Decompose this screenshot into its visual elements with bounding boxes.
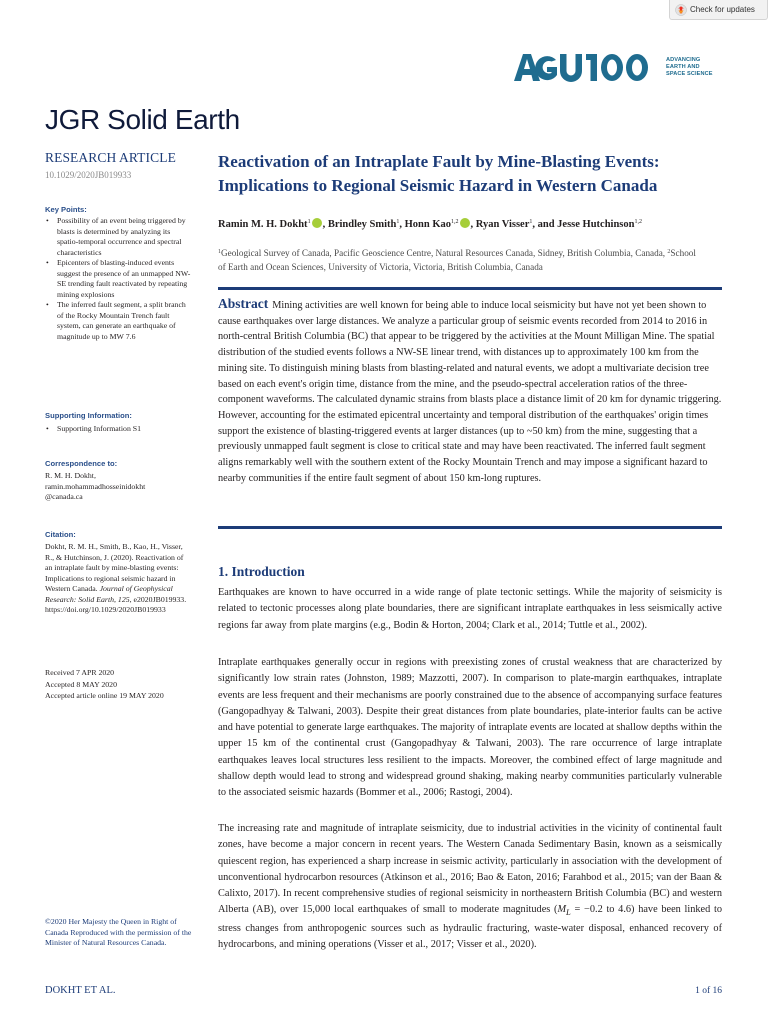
author-separator: , <box>470 219 476 230</box>
check-for-updates-button[interactable] <box>669 0 768 20</box>
agu-tagline-line: ADVANCING <box>666 56 701 63</box>
agu-tagline-line: SPACE SCIENCE <box>666 70 713 77</box>
abstract-heading: Abstract <box>218 296 269 311</box>
orcid-icon[interactable] <box>312 218 322 228</box>
article-dates <box>45 667 193 702</box>
journal-title <box>45 104 240 136</box>
author-separator: , <box>322 219 328 230</box>
online-date: Accepted article online 19 MAY 2020 <box>45 691 164 700</box>
author-name: Honn Kao <box>404 219 452 230</box>
article-type: RESEARCH ARTICLE <box>45 150 176 165</box>
key-points-list <box>45 216 193 342</box>
supporting-info-link[interactable]: • Supporting Information S1 <box>45 424 193 435</box>
citation-separator: , <box>114 594 118 604</box>
supporting-info-list <box>45 424 193 435</box>
paragraph: Earthquakes are known to have occurred in a wide range of plate tectonic settings. While the majority of seismicity is related to tectonic processes along plate boundaries, there are significant intraplate earthquakes in less seismically active regions far away from plate margins (e.g., Bodin & Horton, 2004; Clark et al., 2014; Tuttle et al., 2002). <box>218 587 722 631</box>
affiliation-2: School of Earth and Ocean Sciences, University of Victoria, Victoria, British Columbia, Canada <box>218 248 696 272</box>
key-point: • The inferred fault segment, a split branch of the Rocky Mountain Trench fault system, can generate an earthquake of magnitude up to MW 7.6 <box>45 300 193 342</box>
citation-volume: 125 <box>117 594 130 604</box>
affiliation-1: Geological Survey of Canada, Pacific Geoscience Centre, Natural Resources Canada, Sidney, British Columbia, Canada, <box>221 248 668 258</box>
accepted-date: Accepted 8 MAY 2020 <box>45 679 117 689</box>
article-title: Reactivation of an Intraplate Fault by Mine-Blasting Events: Implications to Regional Seismic Hazard in Western Canada <box>218 152 660 195</box>
abstract-text: Mining activities are well known for being able to induce local seismicity but have not yet been shown to cause earthquakes over large distances. We analyze a particular group of seismic events recorded from 2014 to 2016 in north-central British Columbia (BC) that appear to be triggered by the activities at the Mount Milligan Mine. The spatial distribution of the studied events follows a NW-SE linear trend, with distances up to approximately 100 km from the mining site. To distinguish mining blasts from blasting-related and natural events, we adopt a multivariate decision tree based on each event's origin time, distance from the mine, and the pseudo-spectral acceleration ratios of the three-component waveforms. The calculated dynamic strains from blasts place a distance limit of 20 km for dynamic triggering. However, accounting for the estimated epicentral uncertainty and temporal distribution of the earthquakes' origin times support the existence of blasting-triggered events at larger distances (up to ~50 km) from the mine, suggesting that a previously unmapped fault segment is close to critical state and may have been reactivated. The inferred fault segment aligns remarkably well with the southern extent of the Rocky Mountain Trench and may impose a significant hazard to nearby communities if the entire fault segment of about 150 km-long ruptures. <box>218 300 722 484</box>
correspondence-heading: Correspondence to: <box>45 459 118 468</box>
correspondence-block <box>45 471 193 503</box>
copyright-notice: ©2020 Her Majesty the Queen in Right of Canada Reproduced with the permission of the Minister of Natural Resources Canada. <box>45 917 192 947</box>
correspondence-name: R. M. H. Dokht, <box>45 471 96 480</box>
math-symbol: M <box>557 904 567 916</box>
author-name: Ryan Visser <box>475 219 530 230</box>
journal-name: JGR Solid Earth <box>45 104 240 135</box>
abstract <box>218 296 722 486</box>
orcid-icon[interactable] <box>460 218 470 228</box>
correspondence-email[interactable]: ramin.mohammadhosseinidokht <box>45 481 146 491</box>
author-affiliation: 1 <box>529 219 533 225</box>
author-affiliation: 1 <box>396 219 400 225</box>
affiliation-marker: 2 <box>667 249 671 255</box>
agu-tagline-line: EARTH AND <box>666 63 700 70</box>
running-footer-authors: DOKHT ET AL. <box>45 985 116 996</box>
agu-tagline <box>666 57 713 78</box>
citation-text <box>45 542 189 616</box>
citation-authors-title: Dokht, R. M. H., Smith, B., Kao, H., Visser, R., & Hutchinson, J. (2020). Reactivation of an intraplate fault by mine-blasting events: Implications to regional seismic hazard in Western Canada. <box>45 542 184 593</box>
agu100-wordmark-icon <box>513 51 663 83</box>
key-points-heading: Key Points: <box>45 205 87 214</box>
key-point: • Possibility of an event being triggered by blasts is determined by analyzing its spatio-temporal occurrence and spectral characteristics <box>45 216 193 258</box>
author-separator: , and <box>532 219 558 230</box>
correspondence-email[interactable]: @canada.ca <box>45 492 83 501</box>
author-separator: , <box>399 219 405 230</box>
citation-journal: Journal of Geophysical Research: Solid Earth <box>45 584 173 604</box>
doi-link[interactable]: 10.1029/2020JB019933 <box>45 170 132 180</box>
affiliations <box>218 246 698 274</box>
author-name: Ramin M. H. Dokht <box>218 219 308 230</box>
abstract-bottom-rule <box>218 526 722 529</box>
citation-heading: Citation: <box>45 530 76 539</box>
math-subscript: L <box>566 907 571 918</box>
author-affiliation: 1,2 <box>451 219 459 225</box>
author-affiliation: 1,2 <box>634 219 642 225</box>
agu100-logo <box>513 51 713 83</box>
magnitude-range: = −0.2 to 4.6 <box>570 904 632 916</box>
section-heading: 1. Introduction <box>218 564 305 579</box>
supporting-info-heading: Supporting Information: <box>45 411 132 420</box>
key-point: • Epicenters of blasting-induced events suggest the presence of an unmapped NW-SE trending fault reactivated by repeating mining explosions <box>45 258 193 300</box>
received-date: Received 7 APR 2020 <box>45 668 115 677</box>
paragraph <box>218 821 722 953</box>
author-name: Jesse Hutchinson <box>557 219 635 230</box>
author-name: Brindley Smith <box>327 219 397 230</box>
abstract-top-rule <box>218 287 722 290</box>
page-number: 1 of 16 <box>695 986 722 996</box>
crossmark-icon <box>675 4 687 16</box>
paragraph-text: The increasing rate and magnitude of intraplate seismicity, due to industrial activities in the vicinity of continental fault zones, have become a major concern in recent years. The Western Canada Sedimentary Basin, known as a seismically quiescent region, has experienced a sharp increase in seismic activity, particularly in association with the development of unconventional hydrocarbon resources (Atkinson et al., 2016; Bao & Eaton, 2016; Farahbod et al., 2015; van der Baan & Calixto, 2017). In recent comprehensive studies of regional seismicity in northeastern British Columbia (BC) and western Alberta (AB), over 15,000 local earthquakes of small to moderate magnitudes ( <box>218 823 722 916</box>
author-affiliation: 1 <box>307 219 311 225</box>
affiliation-marker: 1 <box>218 249 221 255</box>
author-list <box>218 218 642 230</box>
check-for-updates-label: Check for updates <box>690 5 755 14</box>
paragraph-text: ) have been linked to stress changes from anthropogenic sources such as hydraulic fracturing, waste-water disposal, enhanced recovery of hydrocarbons, and mining operations (Visser et al., 2017; Visser et al., 2020). <box>218 904 722 951</box>
paragraph: Intraplate earthquakes generally occur in regions with preexisting zones of crustal weakness that are characterized by significantly low strain rates (Johnston, 1989; Mazzotti, 2007). In comparison to plate-margin earthquakes, intraplate events are less frequent and their mechanisms are poorly constrained due to the absence of accompanying surface features (Gangopadhyay & Talwani, 2003). Despite their great distances from plate boundaries, plate-interior faults can be active and have potential to generate large earthquakes. The majority of intraplate events are located at shallow depths within the upper 15 km of the continental crust (Gangopadhyay & Talwani, 2003). The rare occurrence of large intraplate earthquakes leaves local structures less resilient to the impacts. Moreover, the combined effect of large magnitude and shallow depth would lead to strong and widespread ground shaking, making nearby communities particularly vulnerable to the associated seismic hazards (Bommer et al., 2006; Rastogi, 2004). <box>218 657 722 799</box>
article-meta <box>45 150 195 180</box>
citation-doi[interactable]: , e2020JB019933. https://doi.org/10.1029/2020JB019933 <box>45 594 187 614</box>
